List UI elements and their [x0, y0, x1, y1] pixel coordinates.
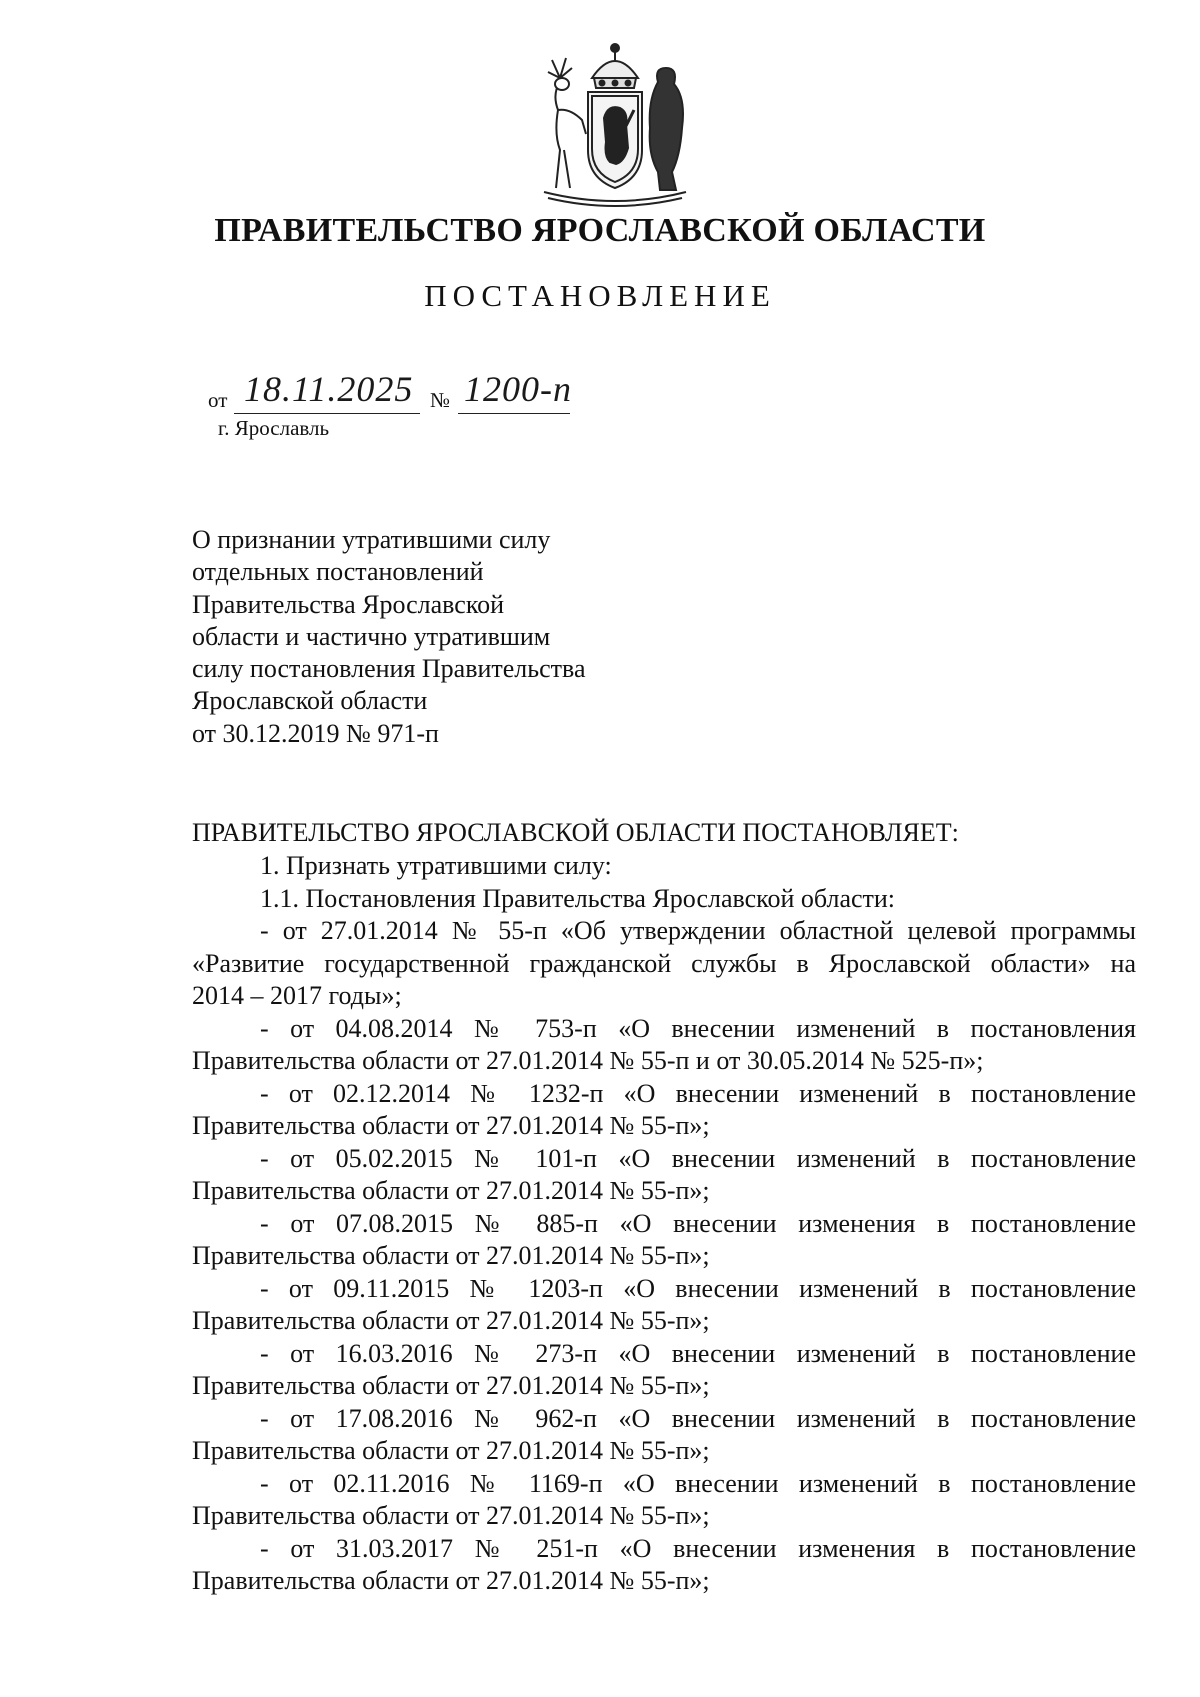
date-underline [234, 413, 420, 414]
entry [192, 1403, 1136, 1468]
number-label: № [430, 388, 451, 412]
entry-line: 2014 – 2017 годы»; [192, 981, 402, 1010]
entry-first-line: - от 02.12.2014 № 1232-п «О внесении изменений в постановление [260, 1078, 1136, 1108]
entry [192, 1338, 1136, 1403]
entry-line: «Развитие государственной гражданской службы в Ярославской области» на [192, 948, 1136, 978]
entry-first-line: - от 05.02.2015 № 101-п «О внесении изменений в постановление [260, 1143, 1136, 1173]
entry [192, 1533, 1136, 1598]
entry-line: Правительства области от 27.01.2014 № 55-п»; [192, 1241, 710, 1270]
document-body [192, 850, 1136, 1598]
entry [192, 1273, 1136, 1338]
entry-line: Правительства области от 27.01.2014 № 55-п»; [192, 1111, 710, 1140]
title-line: отдельных постановлений [192, 557, 484, 587]
entry-line: Правительства области от 27.01.2014 № 55-п»; [192, 1306, 710, 1335]
title-line: области и частично утратившим [192, 621, 551, 651]
entry-first-line: - от 02.11.2016 № 1169-п «О внесении изменений в постановление [260, 1468, 1136, 1498]
title-line: Правительства Ярославской [192, 589, 505, 619]
entry [192, 1468, 1136, 1533]
entry-first-line: - от 17.08.2016 № 962-п «О внесении изменений в постановление [260, 1403, 1136, 1433]
entry-line: Правительства области от 27.01.2014 № 55-п»; [192, 1501, 710, 1530]
item-1-1: 1.1. Постановления Правительства Ярославской области: [260, 883, 896, 913]
entry-first-line: - от 04.08.2014 № 753-п «О внесении изменений в постановления [260, 1013, 1136, 1043]
entry-first-line: - от 31.03.2017 № 251-п «О внесении изменения в постановление [260, 1533, 1136, 1563]
date-value: 18.11.2025 [244, 369, 414, 409]
entry-first-line: - от 09.11.2015 № 1203-п «О внесении изменений в постановление [260, 1273, 1136, 1303]
title-line: О признании утратившими силу [192, 525, 551, 554]
city-name: г. Ярославль [218, 416, 330, 440]
entry [192, 1013, 1136, 1078]
entry [192, 1208, 1136, 1273]
number-underline [458, 413, 570, 414]
entry [192, 1143, 1136, 1208]
decree-heading: ПРАВИТЕЛЬСТВО ЯРОСЛАВСКОЙ ОБЛАСТИ ПОСТАНОВЛЯЕТ: [192, 818, 959, 847]
entry-line: Правительства области от 27.01.2014 № 55-п и от 30.05.2014 № 525-п»; [192, 1046, 984, 1075]
entry-first-line: - от 07.08.2015 № 885-п «О внесении изменения в постановление [260, 1208, 1136, 1238]
entry [192, 915, 1136, 1013]
organization-name: ПРАВИТЕЛЬСТВО ЯРОСЛАВСКОЙ ОБЛАСТИ [214, 212, 986, 249]
date-label: от [208, 388, 228, 412]
item-1: 1. Признать утратившими силу: [260, 851, 612, 880]
entry-line: Правительства области от 27.01.2014 № 55-п»; [192, 1566, 710, 1595]
title-line: силу постановления Правительства [192, 654, 586, 684]
number-value: 1200-п [464, 369, 572, 409]
date-number-row [208, 369, 628, 420]
entry-line: Правительства области от 27.01.2014 № 55-п»; [192, 1176, 710, 1205]
entry-line: Правительства области от 27.01.2014 № 55-п»; [192, 1436, 710, 1465]
title-line: Ярославской области [192, 686, 428, 716]
yaroslavl-coat-of-arms-icon [530, 38, 700, 213]
entry-line: Правительства области от 27.01.2014 № 55-п»; [192, 1371, 710, 1400]
entry-first-line: - от 27.01.2014 № 55-п «Об утверждении областной целевой программы [260, 916, 1136, 945]
document-title [192, 524, 692, 750]
document-type: ПОСТАНОВЛЕНИЕ [424, 278, 776, 313]
title-line: от 30.12.2019 № 971-п [192, 718, 439, 748]
entry-first-line: - от 16.03.2016 № 273-п «О внесении изменений в постановление [260, 1338, 1136, 1368]
entry [192, 1078, 1136, 1143]
